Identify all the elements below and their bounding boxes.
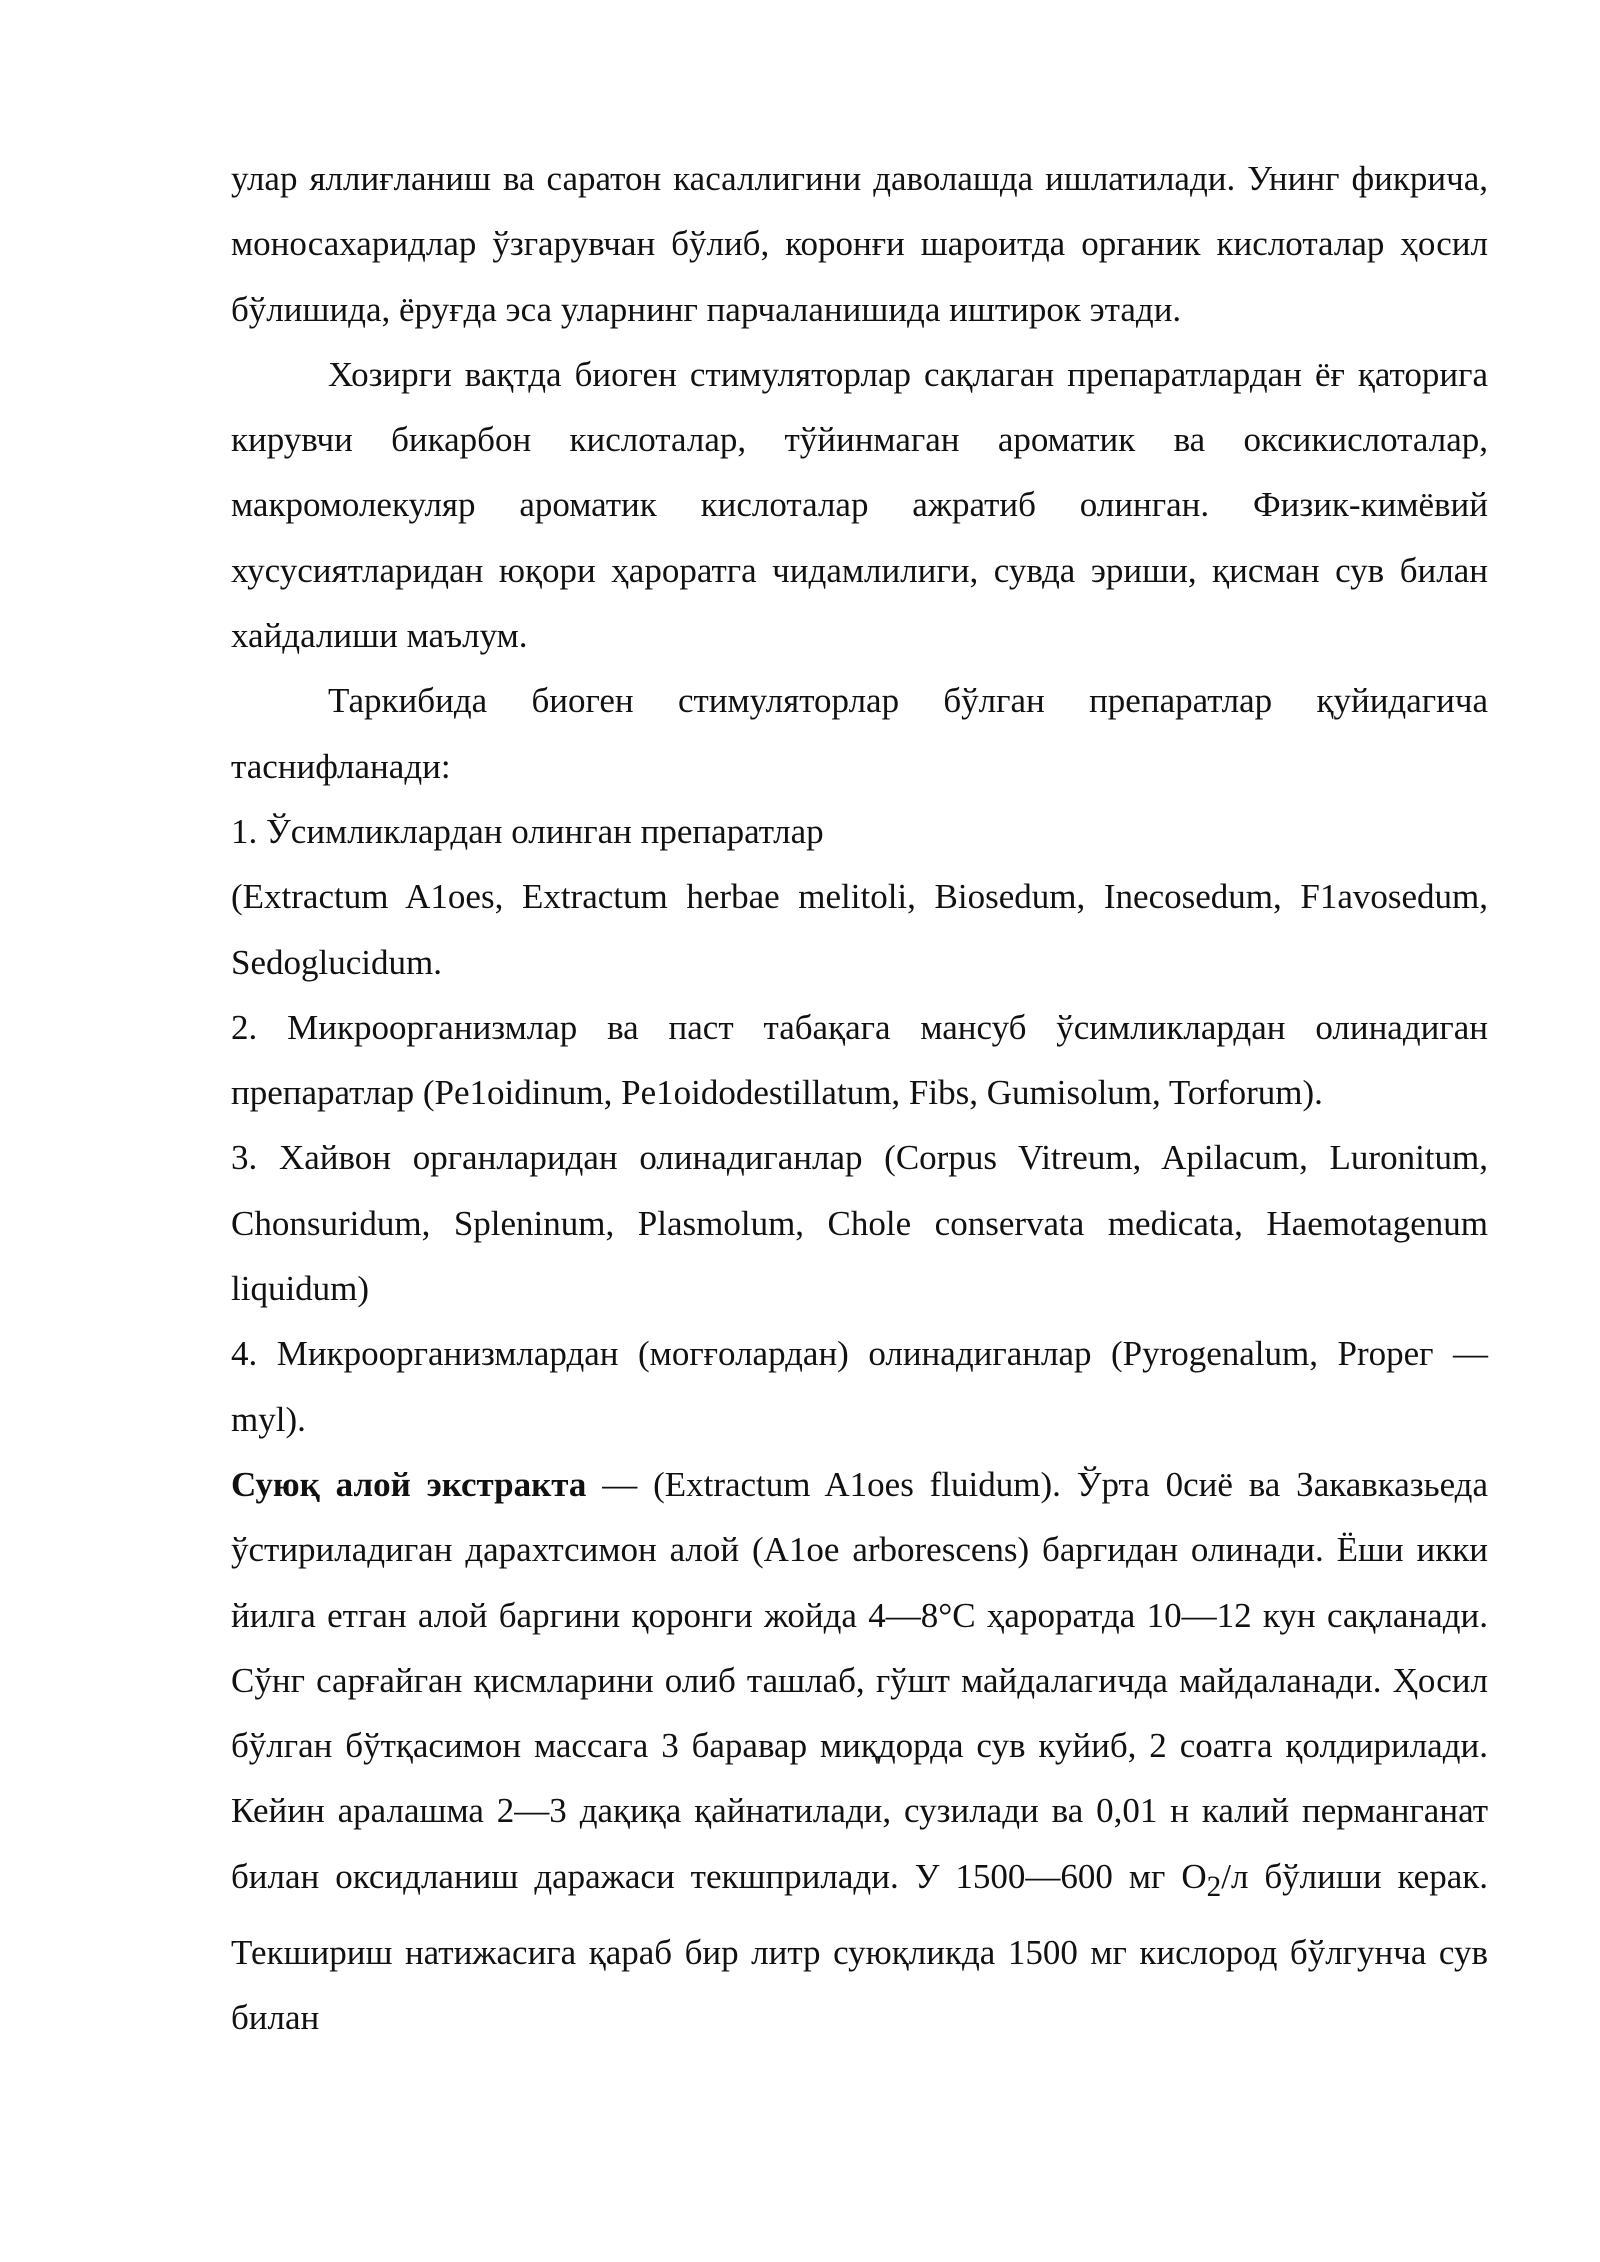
- list-item-animal-organs: 3. Хайвон органларидан олинадиганлар (Corpus Vitreum, Apilacum, Luronitum, Chonsuridum, Spleninum, Plasmolum, Chole conservata medicata, Haemotagenum liquidum): [231, 1138, 1488, 1309]
- paragraph-aloe-extract: [231, 1452, 1488, 2051]
- paragraph-composition: Хозирги вақтда биоген стимуляторлар сақлаган препаратлардан ёғ қаторига кирувчи бикарбон кислоталар, тўйинмаган ароматик ва оксикислоталар, макромолекуляр ароматик кислоталар ажратиб олинган. Физик-кимёвий хусусиятларидан юқори ҳароратга чидамлилиги, сувда эриши, қисман сув билан хайдалиши маълум.: [231, 354, 1488, 656]
- section-title: Суюқ алой экстракта: [231, 1464, 587, 1504]
- list-item-plants-title: 1. Ўсимликлардан олинган препаратлар: [231, 811, 824, 851]
- list-item-microorganisms: 2. Микроорганизмлар ва паст табақага мансуб ўсимликлардан олинадиган препаратлар (Pe1oidinum, Pe1oidodestillatum, Fibs, Gumisolum, Torforum).: [231, 1007, 1488, 1113]
- section-body-part1: — (Extractum A1oes fluidum). Ўрта 0сиё ва Закавказьеда ўстириладиган дарахтсимон алой (A1oe arborescens) баргидан олинади. Ёши икки йилга етган алой баргини қоронги жойда 4—8°С ҳароратда 10—12 кун сақланади. Сўнг сарғайган қисмларини олиб ташлаб, гўшт майдалагичда майдаланади. Ҳосил бўлган бўтқасимон массага 3 баравар миқдорда сув куйиб, 2 соатга қолдирилади. Кейин аралашма 2—3 дақиқа қайнатилади, сузилади ва 0,01 н калий перманганат билан оксидланиш даражаси текшприлади. У 1500—600 мг O: [231, 1464, 1488, 1896]
- paragraph-intro: улар яллиғланиш ва саратон касаллигини даволашда ишлатилади. Унинг фикрича, моносахаридлар ўзгарувчан бўлиб, коронғи шароитда органик кислоталар ҳосил бўлишида, ёруғда эса уларнинг парчаланишида иштирок этади.: [231, 159, 1488, 329]
- list-item-molds: 4. Микроорганизмлардан (могғолардан) олинадиганлар (Pyrogenalum, Рroрег — myl).: [231, 1334, 1488, 1439]
- list-item-plants-preparations: (Extractum A1oes, Extractum herbae melitoli, Biosedum, Inecosedum, F1avosedum, Sedoglucidum.: [231, 877, 1488, 982]
- document-page: [231, 146, 1488, 2051]
- paragraph-classification: Таркибида биоген стимуляторлар бўлган препаратлар қуйидагича таснифланади:: [231, 681, 1488, 786]
- oxygen-subscript: 2: [1206, 1870, 1222, 1903]
- section-body-part2: /л бўлиши керак. Текшириш натижасига қараб бир литр суюқликда 1500 мг кислород бўлгунча сув билан: [231, 1856, 1488, 2038]
